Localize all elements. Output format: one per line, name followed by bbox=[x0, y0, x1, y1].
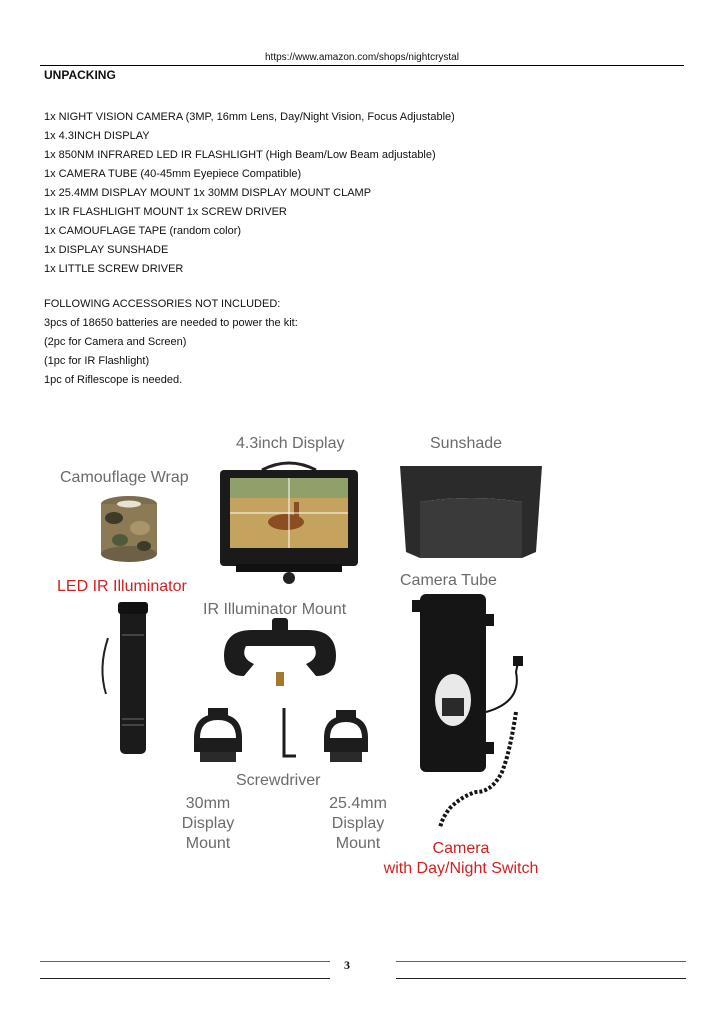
screwdriver-image bbox=[274, 706, 298, 764]
camo-label: Camouflage Wrap bbox=[60, 469, 189, 486]
footer-rule-left-top bbox=[40, 961, 330, 962]
display-label: 4.3inch Display bbox=[236, 435, 345, 452]
footer-rule-right-bottom bbox=[396, 978, 686, 979]
mount-25mm-image bbox=[318, 708, 374, 764]
list-item: 1x IR FLASHLIGHT MOUNT 1x SCREW DRIVER bbox=[44, 206, 287, 218]
footer-rule-right-top bbox=[396, 961, 686, 962]
unpacking-list bbox=[44, 108, 455, 279]
list-item: 3pcs of 18650 batteries are needed to power the kit: bbox=[44, 317, 298, 329]
header-rule bbox=[40, 65, 684, 66]
list-item: 1x CAMOUFLAGE TAPE (random color) bbox=[44, 225, 242, 237]
sunshade-label: Sunshade bbox=[430, 435, 503, 452]
ir-mount-label: IR Illuminator Mount bbox=[203, 601, 347, 618]
list-item: 1x 4.3INCH DISPLAY bbox=[44, 130, 150, 142]
footer-rule-left-bottom bbox=[40, 978, 330, 979]
list-item: (1pc for IR Flashlight) bbox=[44, 355, 150, 367]
mount30-label: 30mm Display Mount bbox=[181, 795, 235, 852]
led-label: LED IR Illuminator bbox=[57, 578, 187, 595]
mount-30mm-image bbox=[188, 706, 248, 764]
list-item: 1x NIGHT VISION CAMERA (3MP, 16mm Lens, Day/Night Vision, Focus Adjustable) bbox=[44, 111, 455, 123]
page-number: 3 bbox=[344, 958, 350, 972]
list-item: 1x 25.4MM DISPLAY MOUNT 1x 30MM DISPLAY MOUNT CLAMP bbox=[44, 187, 372, 199]
list-item: 1x 850NM INFRARED LED IR FLASHLIGHT (High Beam/Low Beam adjustable) bbox=[44, 149, 436, 161]
list-item: 1x CAMERA TUBE (40-45mm Eyepiece Compatible) bbox=[44, 168, 302, 180]
display-image bbox=[216, 460, 362, 588]
camera-tube-label: Camera Tube bbox=[400, 572, 497, 589]
ir-illuminator-mount-image bbox=[216, 616, 344, 692]
screwdriver-label: Screwdriver bbox=[236, 772, 321, 789]
list-item: (2pc for Camera and Screen) bbox=[44, 336, 187, 348]
list-item: 1x DISPLAY SUNSHADE bbox=[44, 244, 169, 256]
accessories-heading: FOLLOWING ACCESSORIES NOT INCLUDED: bbox=[44, 298, 281, 310]
section-title: UNPACKING bbox=[44, 68, 116, 82]
list-item: 1pc of Riflescope is needed. bbox=[44, 374, 183, 386]
list-item: 1x LITTLE SCREW DRIVER bbox=[44, 263, 184, 275]
led-ir-illuminator-image bbox=[96, 598, 156, 766]
camera-label: Camera with Day/Night Switch bbox=[383, 840, 539, 877]
camouflage-wrap-image bbox=[98, 494, 160, 564]
accessories-list bbox=[44, 295, 298, 390]
camera-tube-image bbox=[406, 592, 542, 832]
mount25-label: 25.4mm Display Mount bbox=[329, 795, 387, 852]
sunshade-image bbox=[396, 462, 546, 566]
header-url: https://www.amazon.com/shops/nightcrystal bbox=[265, 52, 459, 63]
